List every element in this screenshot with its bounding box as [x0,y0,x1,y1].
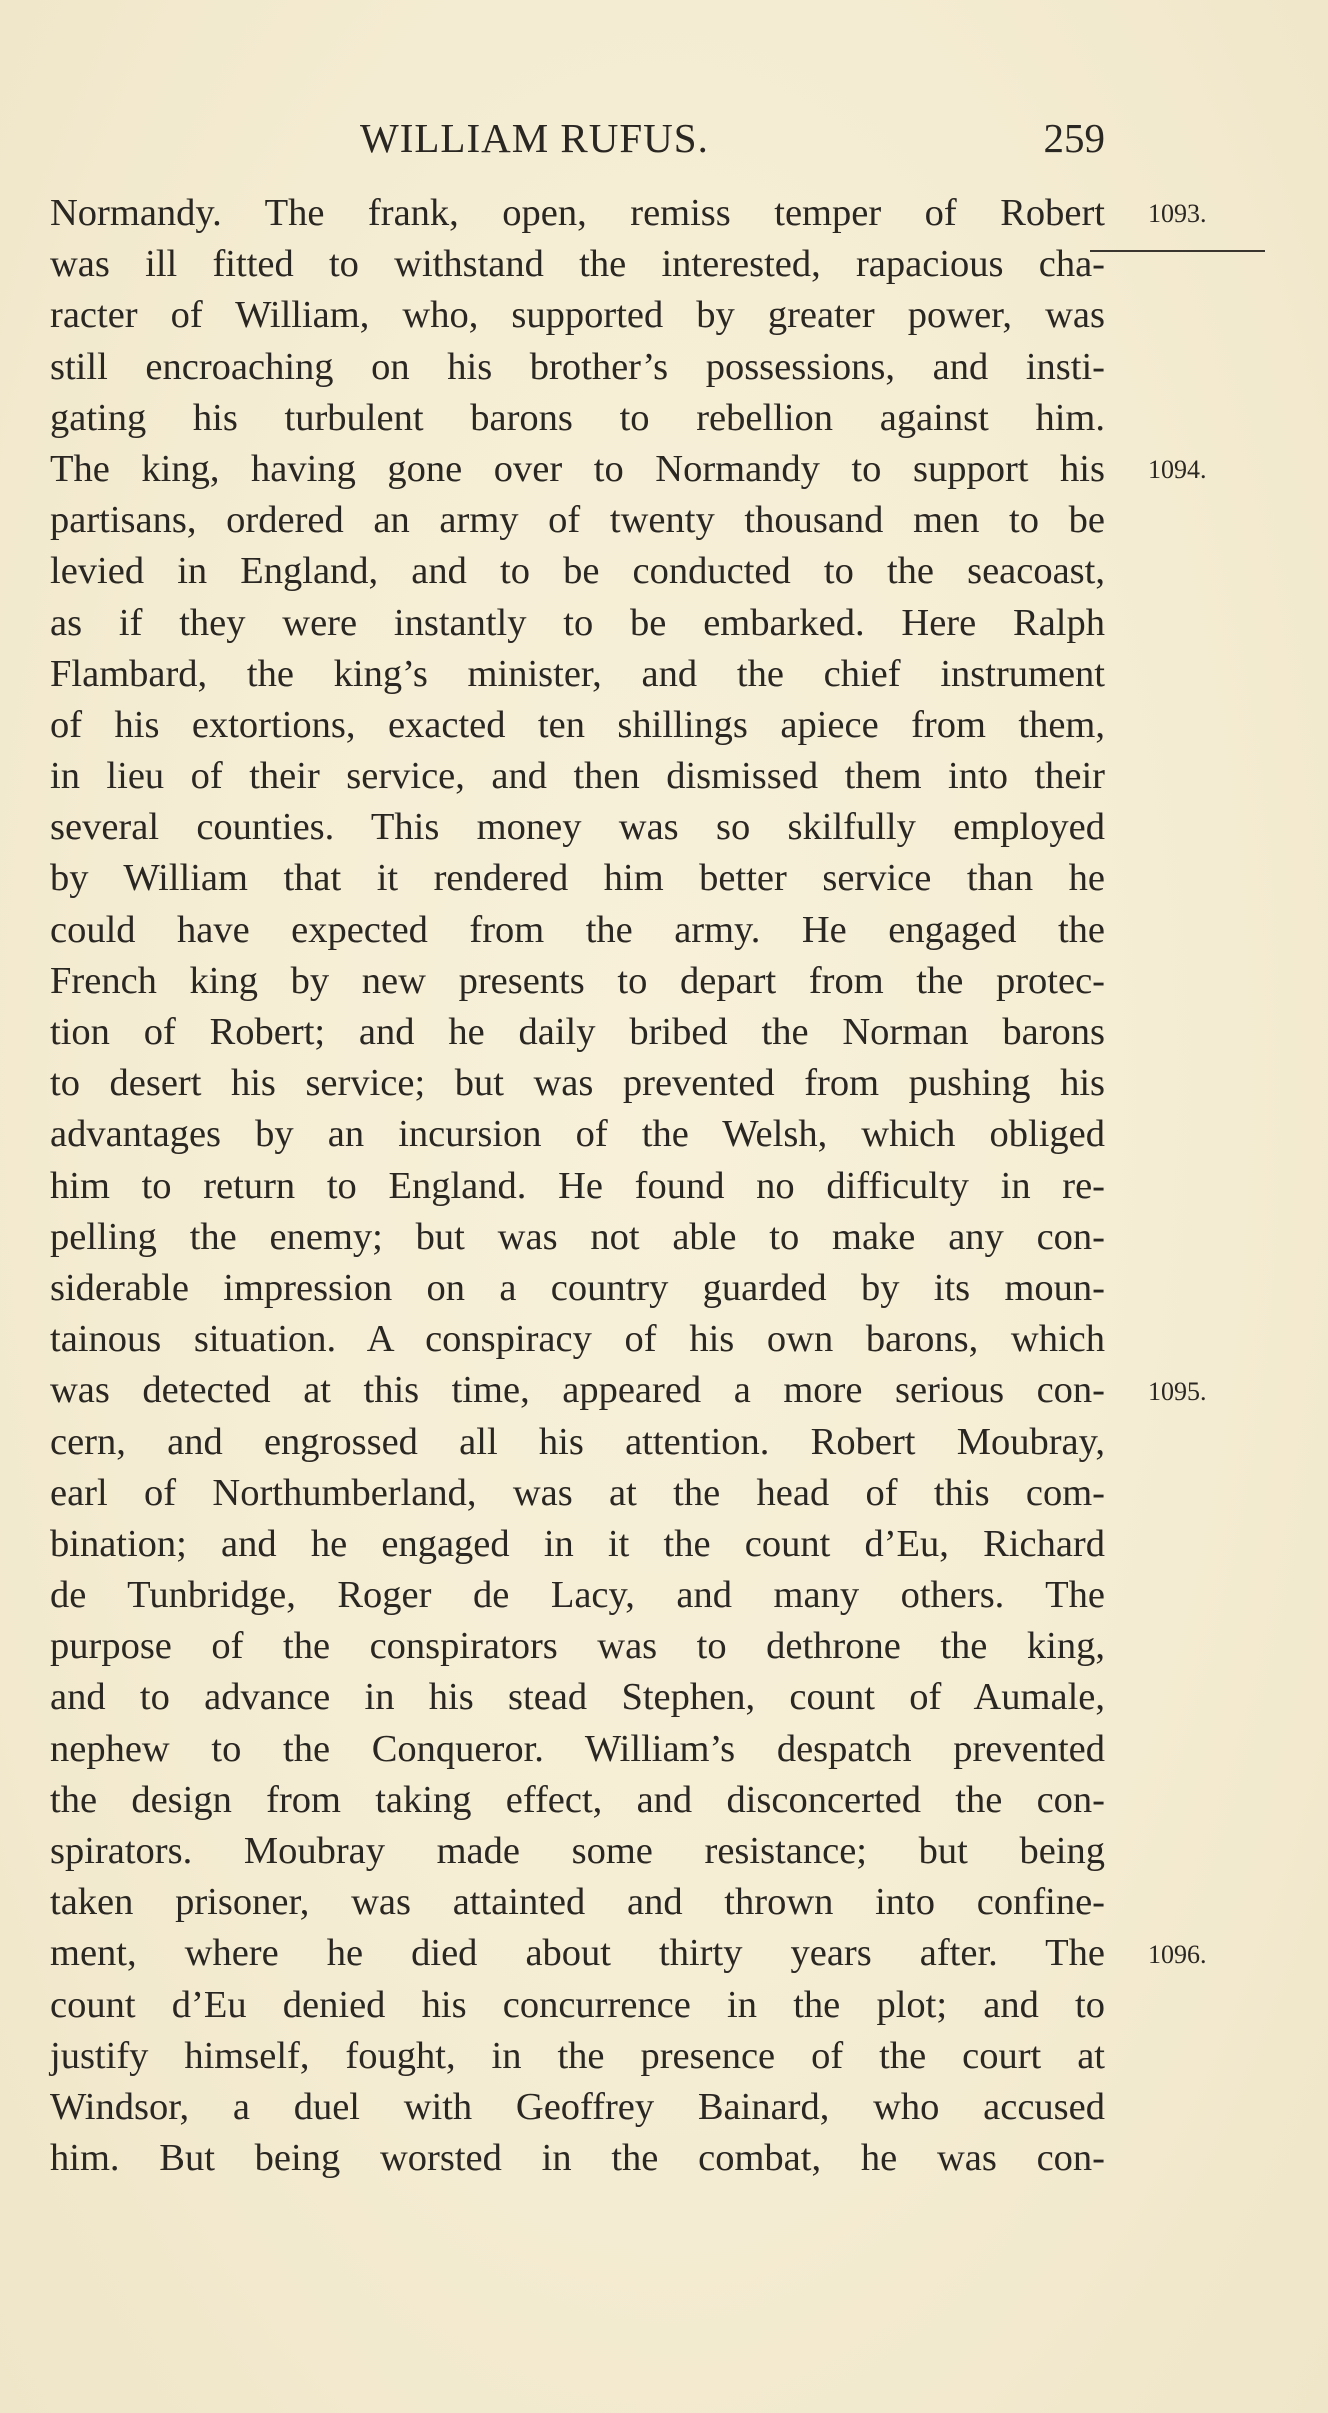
text-line: cern, and engrossed all his attention. Robert Moubray, [50,1420,1105,1463]
text-line: by William that it rendered him better service than he [50,857,1105,900]
text-line: taken prisoner, was attainted and thrown into confine- [50,1881,1105,1924]
text-line: to desert his service; but was prevented from pushing his [50,1062,1105,1105]
margin-year-note: 1093. [1148,199,1207,228]
text-line: racter of William, who, supported by greater power, was [50,294,1105,337]
text-line: partisans, ordered an army of twenty thousand men to be [50,499,1105,542]
text-line: siderable impression on a country guarded by its moun- [50,1266,1105,1309]
text-line: ment, where he died about thirty years after. The [50,1932,1105,1975]
text-line: French king by new presents to depart from the protec- [50,959,1105,1002]
text-line: in lieu of their service, and then dismissed them into their [50,755,1105,798]
text-line: The king, having gone over to Normandy to support his [50,447,1105,490]
margin-year-note: 1096. [1148,1939,1207,1969]
text-line: justify himself, fought, in the presence of the court at [50,2034,1105,2077]
text-line: him. But being worsted in the combat, he was con- [50,2137,1105,2180]
text-line: earl of Northumberland, was at the head of this com- [50,1471,1105,1514]
text-line: bination; and he engaged in it the count d’Eu, Richard [50,1522,1105,1565]
text-line: pelling the enemy; but was not able to make any con- [50,1215,1105,1258]
text-line: Flambard, the king’s minister, and the chief instrument [50,652,1105,695]
text-line: spirators. Moubray made some resistance; but being [50,1830,1105,1872]
text-line: tainous situation. A conspiracy of his own barons, which [50,1318,1105,1361]
margin-year-note: 1095. [1148,1376,1207,1406]
text-line: as if they were instantly to be embarked. Here Ralph [50,601,1105,644]
text-line: was ill fitted to withstand the interested, rapacious cha- [50,243,1105,286]
text-line: of his extortions, exacted ten shillings apiece from them, [50,703,1105,746]
text-line: gating his turbulent barons to rebellion against him. [50,396,1105,439]
running-head [50,112,1105,164]
text-line: the design from taking effect, and disconcerted the con- [50,1778,1105,1821]
text-line: de Tunbridge, Roger de Lacy, and many others. The [50,1574,1105,1617]
text-line: count d’Eu denied his concurrence in the plot; and to [50,1983,1105,2026]
body-text [50,188,1105,2184]
text-line: and to advance in his stead Stephen, count of Aumale, [50,1676,1105,1719]
text-line: purpose of the conspirators was to dethrone the king, [50,1625,1105,1668]
running-title: WILLIAM RUFUS. [360,115,709,161]
text-line: Normandy. The frank, open, remiss temper of Robert [50,192,1105,234]
page-number: 259 [1043,115,1105,161]
margin-year-note: 1094. [1148,455,1207,484]
text-line: still encroaching on his brother’s possessions, and insti- [50,345,1105,388]
margin-rule [1090,250,1265,252]
text-line: him to return to England. He found no difficulty in re- [50,1164,1105,1207]
text-line: tion of Robert; and he daily bribed the Norman barons [50,1011,1105,1053]
text-line: Windsor, a duel with Geoffrey Bainard, who accused [50,2085,1105,2128]
text-line: advantages by an incursion of the Welsh, which obliged [50,1113,1105,1156]
text-line: could have expected from the army. He engaged the [50,908,1105,951]
text-line: was detected at this time, appeared a more serious con- [50,1369,1105,1412]
text-line: several counties. This money was so skilfully employed [50,806,1105,849]
text-line: nephew to the Conqueror. William’s despatch prevented [50,1727,1105,1770]
text-line: levied in England, and to be conducted to the seacoast, [50,550,1105,593]
